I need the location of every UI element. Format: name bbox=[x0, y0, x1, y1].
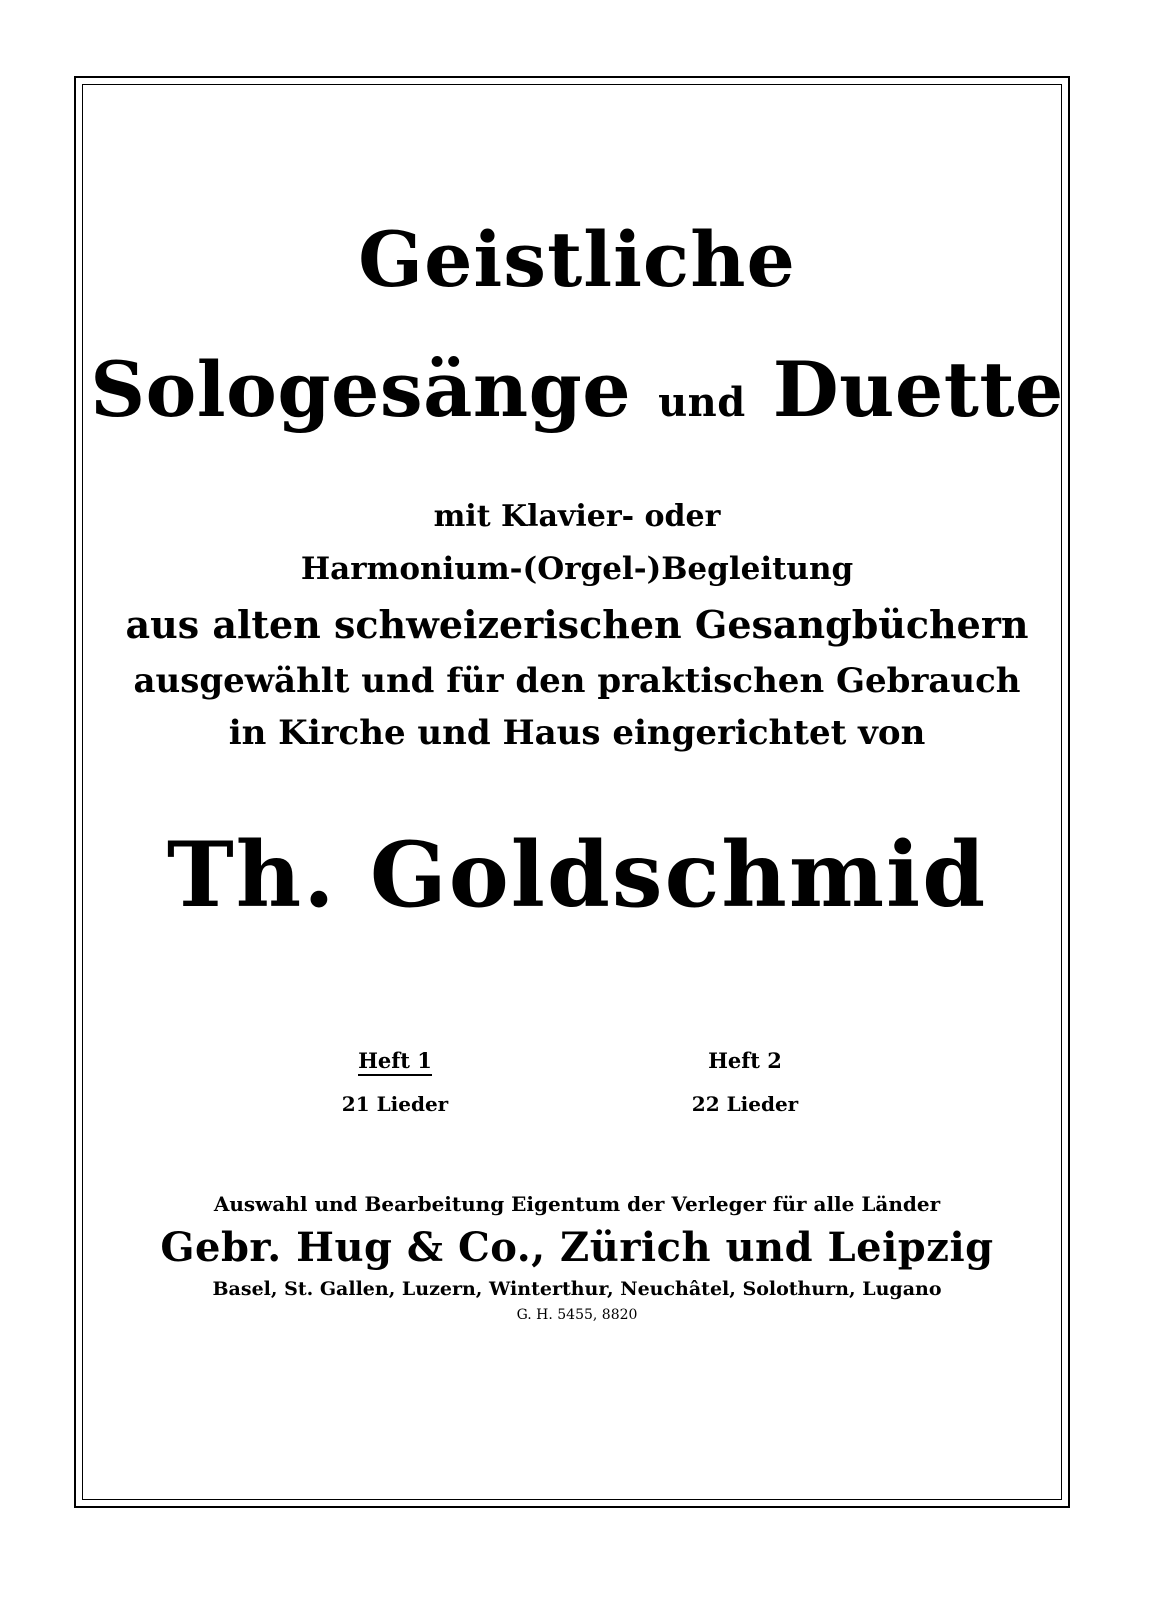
volume-2-label[interactable]: Heft 2 bbox=[708, 1048, 782, 1073]
publisher-name: Gebr. Hug & Co., Zürich und Leipzig bbox=[160, 1224, 994, 1271]
title-line-2 bbox=[0, 345, 1154, 434]
subtitle-line-5: in Kirche und Haus eingerichtet von bbox=[228, 713, 926, 753]
composer-name: Th. Goldschmid bbox=[166, 822, 988, 928]
volume-1-label-text: Heft 1 bbox=[358, 1048, 432, 1076]
title-line-1: Geistliche bbox=[358, 215, 796, 304]
title-word-und: und bbox=[658, 379, 746, 426]
subtitle-line-4: ausgewählt und für den praktischen Gebrauch bbox=[133, 661, 1021, 701]
rights-notice: Auswahl und Bearbeitung Eigentum der Verleger für alle Länder bbox=[213, 1192, 941, 1216]
plate-number: G. H. 5455, 8820 bbox=[516, 1307, 638, 1323]
title-word-duette: Duette bbox=[772, 345, 1064, 434]
subtitle-line-1: mit Klavier- oder bbox=[433, 499, 721, 534]
volume-1-count: 21 Lieder bbox=[341, 1092, 449, 1116]
volume-1-label[interactable] bbox=[330, 1050, 460, 1071]
title-word-sologesaenge: Sologesänge bbox=[90, 345, 632, 434]
subtitle-line-2: Harmonium-(Orgel-)Begleitung bbox=[300, 551, 854, 587]
subtitle-line-3: aus alten schweizerischen Gesangbüchern bbox=[125, 602, 1029, 647]
volume-2-count: 22 Lieder bbox=[691, 1092, 799, 1116]
publisher-cities: Basel, St. Gallen, Luzern, Winterthur, Neuchâtel, Solothurn, Lugano bbox=[212, 1278, 942, 1300]
